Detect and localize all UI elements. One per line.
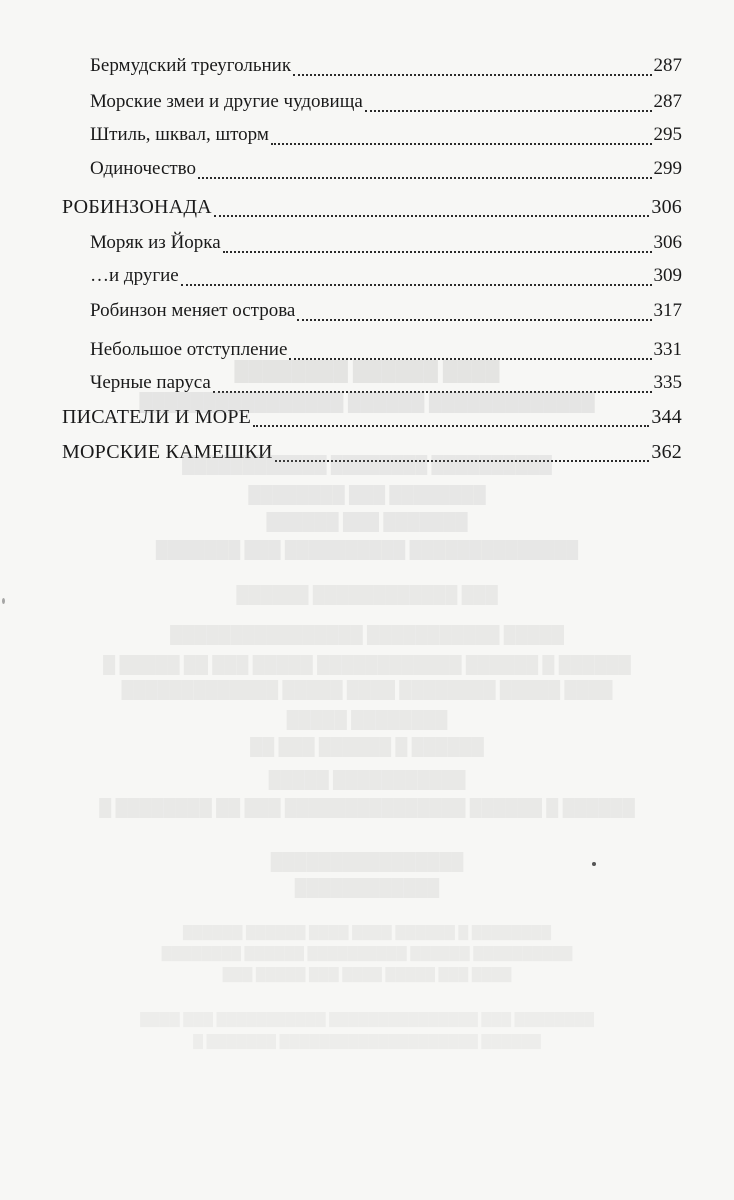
toc-entry-page: 331 xyxy=(653,339,682,360)
toc-entry-calm-squall-storm xyxy=(90,121,682,149)
toc-entry-title: Бермудский треугольник xyxy=(90,55,292,76)
toc-entry-page: 299 xyxy=(653,158,682,179)
show-through-text: ████ █████ ████████ ████ █████ █████████████ xyxy=(121,680,613,699)
show-through-text: ██████ █ ██████ ███ ██ xyxy=(250,737,484,756)
show-through-text: ██████ ████████████████████ ███████ █ xyxy=(193,1034,541,1049)
toc-entry-title: Морские змеи и другие чудовища xyxy=(90,91,363,112)
toc-entry-title: Штиль, шквал, шторм xyxy=(90,124,269,145)
dot-leader xyxy=(293,73,651,76)
show-through-text: ████████████ xyxy=(294,878,440,897)
toc-entry-page: 362 xyxy=(651,441,682,463)
toc-entry-page: 317 xyxy=(653,300,682,321)
dot-leader xyxy=(271,142,652,145)
show-through-text: ████████████████ xyxy=(270,852,464,871)
toc-entry-title: Небольшое отступление xyxy=(90,339,288,360)
toc-entry-title: Черные паруса xyxy=(90,372,211,393)
dot-leader xyxy=(365,109,652,112)
dot-leader xyxy=(198,176,651,179)
toc-entry-page: 344 xyxy=(651,406,682,428)
dot-leader xyxy=(223,250,652,253)
toc-section-title: МОРСКИЕ КАМЕШКИ xyxy=(62,441,273,463)
toc-entry-page: 287 xyxy=(653,91,682,112)
toc-entry-page: 309 xyxy=(653,265,682,286)
show-through-text: █████ ███████████ ████████████████ xyxy=(170,625,564,644)
toc-entry-title: Робинзон меняет острова xyxy=(90,300,296,321)
ink-speck xyxy=(592,862,596,866)
toc-section-robinsonade xyxy=(62,193,682,221)
show-through-text: ██████ █ ██████ ████████████ █████ ███ ██ █████ █ xyxy=(103,655,631,674)
toc-section-title: РОБИНЗОНАДА xyxy=(62,196,212,218)
show-through-text: ███████████ █████ xyxy=(268,770,466,789)
toc-entry-title: …и другие xyxy=(90,265,179,286)
dot-leader xyxy=(297,318,651,321)
show-through-text: ██████ █ ██████ ███████████████ ███ ██ ████████ █ xyxy=(99,798,635,817)
show-through-text: ████ ██████ ████████ xyxy=(234,360,500,382)
show-through-text: ███████ ███ ██████ xyxy=(266,512,468,531)
toc-section-title: ПИСАТЕЛИ И МОРЕ xyxy=(62,406,252,428)
dot-leader xyxy=(253,424,649,427)
toc-entry-page: 306 xyxy=(651,196,682,218)
show-through-text: ███ ████████████ ██████ xyxy=(236,585,498,604)
toc-entry-page: 335 xyxy=(653,372,682,393)
show-through-text: █████████████ ██████ ████████████████ xyxy=(139,392,595,412)
toc-entry-page: 295 xyxy=(653,124,682,145)
toc-entry-and-others xyxy=(90,262,682,290)
show-through-text: ████████ █ ██████ ████ ████ ██████ ██████ xyxy=(182,925,552,940)
toc-entry-sailor-from-york xyxy=(90,229,682,257)
show-through-text: ████████ █████ xyxy=(286,710,448,729)
show-through-text: ██████████ ████████ ████████████ xyxy=(182,455,552,474)
ink-speck xyxy=(2,598,5,604)
toc-entry-bermuda-triangle xyxy=(90,52,682,80)
dot-leader xyxy=(214,214,650,217)
toc-entry-page: 306 xyxy=(653,232,682,253)
show-through-text: ██████████ ██████ ██████████ ██████ ████████ xyxy=(161,946,573,961)
show-through-text: ████████ ███ ████████ xyxy=(248,485,486,504)
show-through-text: ████ ███ █████ ████ ███ █████ ███ xyxy=(222,967,512,982)
show-through-text: ██████████████ ██████████ ███ ███████ xyxy=(155,540,579,559)
toc-entry-page: 287 xyxy=(653,55,682,76)
toc-entry-robinson-changes-islands xyxy=(90,297,682,325)
toc-entry-title: Одиночество xyxy=(90,158,197,179)
toc-entry-sea-serpents xyxy=(90,88,682,116)
toc-entry-loneliness xyxy=(90,155,682,183)
dot-leader xyxy=(181,283,652,286)
show-through-text: ████████ ███ ███████████████ ███████████ ███ ████ xyxy=(140,1012,594,1027)
toc-entry-title: Моряк из Йорка xyxy=(90,232,221,253)
